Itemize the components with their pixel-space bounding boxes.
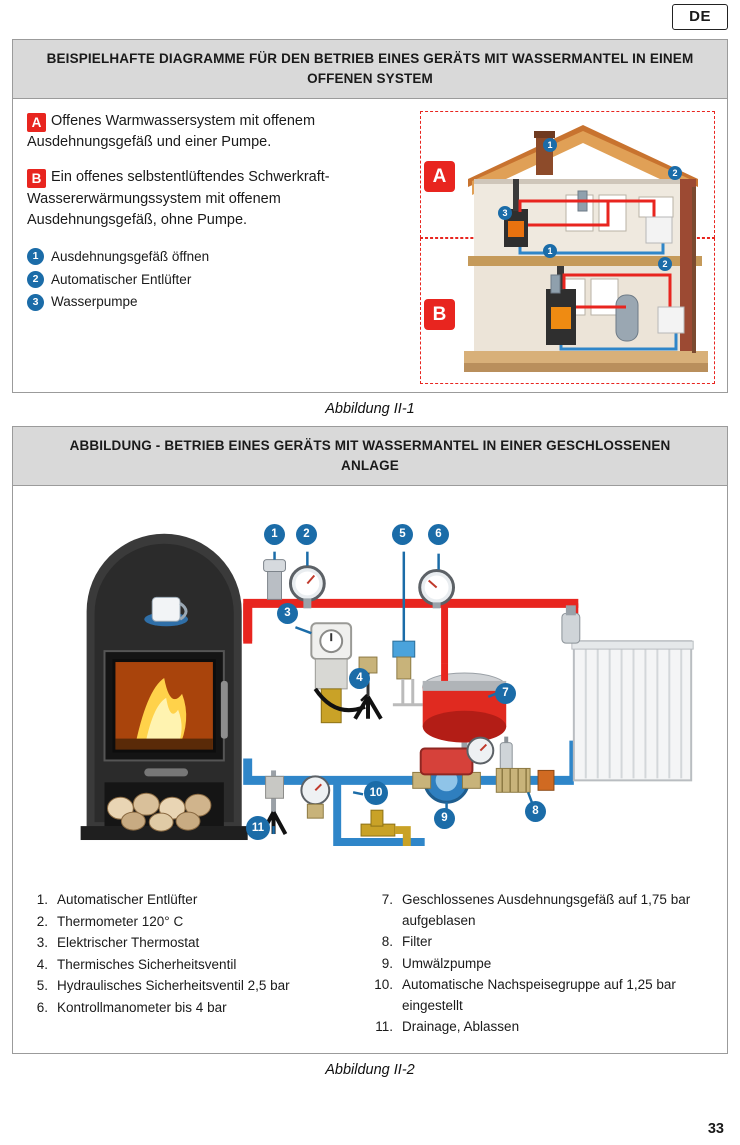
list-number: 5.	[36, 978, 48, 994]
diagram-marker-2-upper: 2	[668, 166, 682, 180]
legend-label: Ausdehnungsgefäß öffnen	[51, 248, 210, 264]
list-item	[29, 890, 370, 911]
number-badge-icon: 2	[27, 271, 44, 288]
diagram-marker-7: 7	[495, 683, 516, 704]
list-text: Filter	[402, 934, 432, 950]
list-item	[29, 912, 370, 933]
list-number: 9.	[381, 955, 393, 971]
list-number: 11.	[375, 1019, 393, 1035]
list-item	[27, 270, 412, 290]
diagram-marker-11: 11	[246, 816, 270, 840]
list-number: 7.	[381, 892, 393, 908]
figure-1-body	[13, 99, 727, 392]
diagram-marker-10: 10	[364, 781, 388, 805]
list-number: 2.	[36, 913, 48, 929]
list-number: 10.	[374, 977, 393, 993]
list-item	[29, 998, 370, 1019]
list-item	[27, 292, 412, 312]
number-badge-icon: 3	[27, 294, 44, 311]
page-number: 33	[707, 1121, 724, 1137]
diagram-marker-1-lower: 1	[543, 244, 557, 258]
diagram-marker-1-upper: 1	[543, 138, 557, 152]
figure-2-caption: Abbildung II-2	[325, 1061, 415, 1078]
figure-2-legend-right	[370, 890, 711, 1039]
diagram-label-a: A	[424, 161, 455, 192]
list-number: 4.	[36, 956, 48, 972]
list-text: Geschlossenes Ausdehnungsgefäß auf 1,75 bar aufgeblasen	[402, 892, 691, 928]
figure-1-paragraph-b	[27, 167, 412, 230]
list-item	[370, 890, 711, 931]
house-cutaway-illustration	[458, 117, 718, 385]
list-text: Thermometer 120° C	[57, 913, 184, 929]
diagram-marker-5: 5	[392, 524, 413, 545]
diagram-marker-3: 3	[498, 206, 512, 220]
figure-1-legend	[27, 247, 412, 312]
diagram-marker-1: 1	[264, 524, 285, 545]
list-text: Kontrollmanometer bis 4 bar	[57, 999, 227, 1015]
figure-1-paragraph-a	[27, 111, 412, 153]
figure-1-caption: Abbildung II-1	[325, 401, 415, 418]
list-text: Drainage, Ablassen	[402, 1019, 520, 1035]
figure-1-box	[12, 39, 728, 393]
list-number: 8.	[381, 934, 393, 950]
list-text: Umwälzpumpe	[402, 955, 492, 971]
list-number: 6.	[36, 999, 48, 1015]
tag-letter-b: B	[27, 169, 46, 188]
paragraph-b-text: Ein offenes selbstentlüftendes Schwerkraft-Wassererwärmungssystem mit offenem Ausdehnungsgefäß, ohne Pumpe.	[27, 169, 330, 228]
list-text: Automatischer Entlüfter	[57, 892, 198, 908]
language-tag: DE	[672, 4, 728, 30]
list-item	[370, 1017, 711, 1038]
list-number: 3.	[36, 935, 48, 951]
figure-2-title: ABBILDUNG - BETRIEB EINES GERÄTS MIT WASSERMANTEL IN EINER GESCHLOSSENEN ANLAGE	[13, 427, 727, 486]
list-item	[370, 954, 711, 975]
legend-label: Automatischer Entlüfter	[51, 271, 192, 287]
figure-1-text-column	[23, 109, 418, 384]
list-item	[29, 955, 370, 976]
legend-label: Wasserpumpe	[51, 294, 138, 310]
tag-letter-a: A	[27, 113, 46, 132]
list-text: Hydraulisches Sicherheitsventil 2,5 bar	[57, 978, 290, 994]
list-text: Elektrischer Thermostat	[57, 935, 200, 951]
list-text: Thermisches Sicherheitsventil	[57, 956, 237, 972]
list-item	[27, 247, 412, 267]
closed-system-diagram	[17, 492, 723, 880]
number-badge-icon: 1	[27, 248, 44, 265]
list-item	[29, 976, 370, 997]
diagram-marker-9: 9	[434, 808, 455, 829]
language-tag-row	[12, 0, 728, 30]
list-item	[29, 933, 370, 954]
diagram-marker-8: 8	[525, 801, 546, 822]
figure-1-illustration	[418, 109, 717, 384]
list-text: Automatische Nachspeisegruppe auf 1,25 bar eingestellt	[402, 977, 676, 1013]
figure-1-title: BEISPIELHAFTE DIAGRAMME FÜR DEN BETRIEB EINES GERÄTS MIT WASSERMANTEL IN EINEM OFFENEN SYSTEM	[13, 40, 727, 99]
figure-2-legend-left	[29, 890, 370, 1039]
diagram-marker-4: 4	[349, 668, 370, 689]
diagram-marker-2-lower: 2	[658, 257, 672, 271]
list-item	[370, 932, 711, 953]
diagram-label-b: B	[424, 299, 455, 330]
list-item	[370, 975, 711, 1016]
list-number: 1.	[36, 892, 48, 908]
paragraph-a-text: Offenes Warmwassersystem mit offenem Ausdehnungsgefäß und einer Pumpe.	[27, 113, 316, 151]
diagram-marker-3: 3	[277, 603, 298, 624]
figure-2-legend	[13, 884, 727, 1053]
diagram-marker-6: 6	[428, 524, 449, 545]
diagram-marker-2: 2	[296, 524, 317, 545]
figure-2-illustration	[13, 486, 727, 884]
figure-2-box	[12, 426, 728, 1054]
